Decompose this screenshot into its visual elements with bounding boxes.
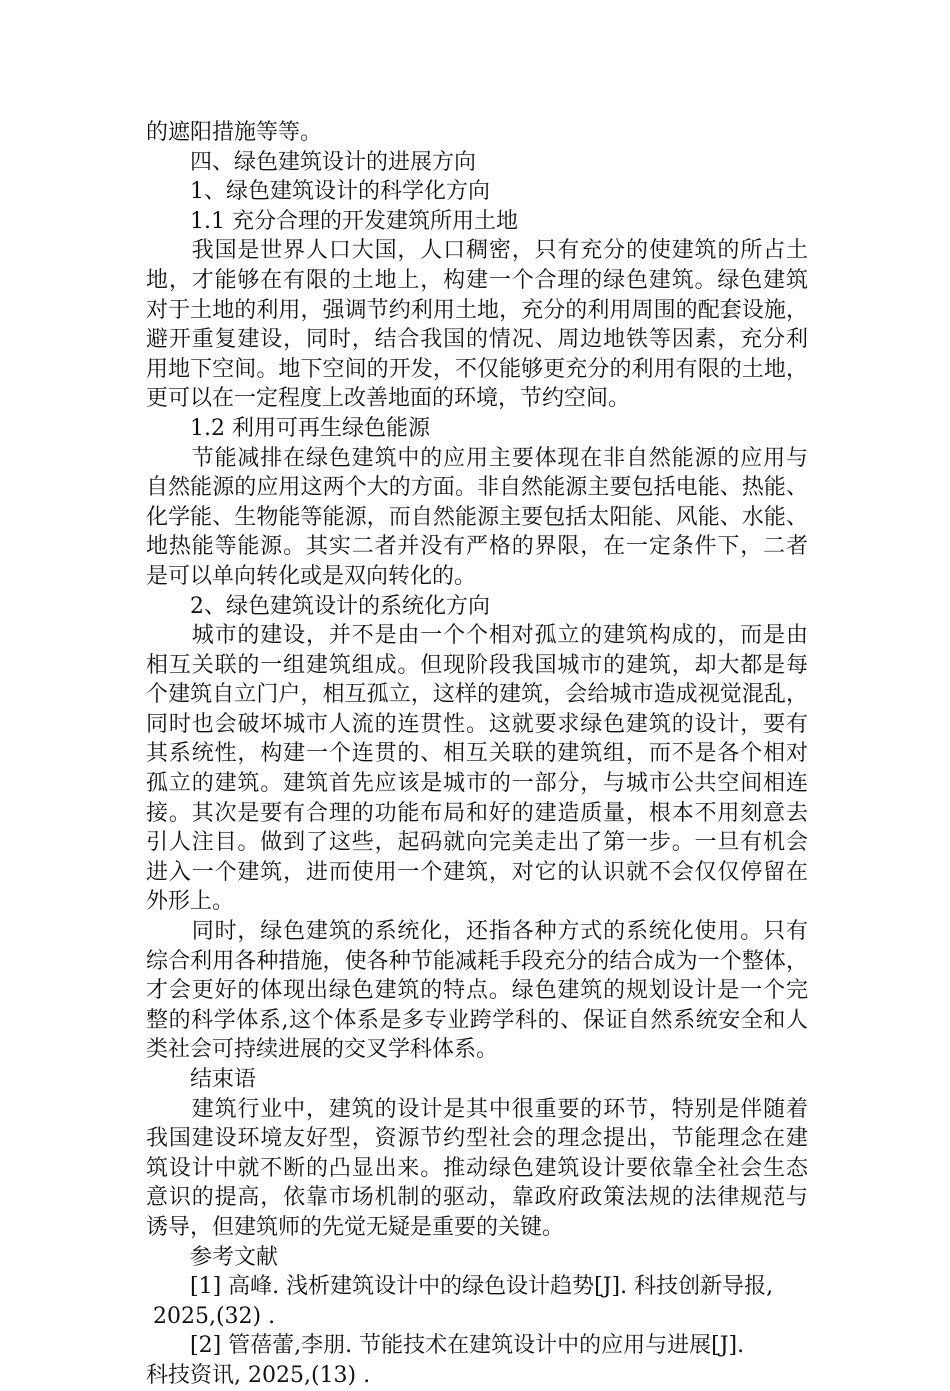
text-line: 诱导，但建筑师的先觉无疑是重要的关键。	[146, 1214, 565, 1240]
text-line: 更可以在一定程度上改善地面的环境，节约空间。	[146, 386, 631, 412]
text-line: 我国建设环境友好型，资源节约型社会的理念提出，节能理念在建	[146, 1126, 808, 1152]
text-line: 筑设计中就不断的凸显出来。推动绿色建筑设计要依靠全社会生态	[146, 1155, 808, 1181]
text-line: 同时也会破坏城市人流的连贯性。这就要求绿色建筑的设计，要有	[146, 711, 808, 737]
text-line: 综合利用各种措施，使各种节能减耗手段充分的结合成为一个整体，	[146, 948, 808, 974]
text-line: 地，才能够在有限的土地上，构建一个合理的绿色建筑。绿色建筑	[146, 267, 808, 293]
text-line: 个建筑自立门户，相互孤立，这样的建筑，会给城市造成视觉混乱，	[146, 682, 808, 708]
text-line: 科技资讯, 2025,(13) .	[146, 1362, 371, 1388]
text-line: 四、绿色建筑设计的进展方向	[146, 149, 477, 175]
text-line: 节能减排在绿色建筑中的应用主要体现在非自然能源的应用与	[146, 445, 808, 471]
text-line: 整的科学体系,这个体系是多专业跨学科的、保证自然系统安全和人	[146, 1007, 808, 1033]
text-line: 1、绿色建筑设计的科学化方向	[146, 179, 490, 205]
text-line: 自然能源的应用这两个大的方面。非自然能源主要包括电能、热能、	[146, 475, 808, 501]
text-line: 类社会可持续进展的交叉学科体系。	[146, 1037, 499, 1063]
text-line: 对于土地的利用，强调节约利用土地，充分的利用周围的配套设施，	[146, 297, 808, 323]
text-line: 建筑行业中，建筑的设计是其中很重要的环节，特别是伴随着	[146, 1096, 808, 1122]
text-line: 才会更好的体现出绿色建筑的特点。绿色建筑的规划设计是一个完	[146, 978, 808, 1004]
text-line: 是可以单向转化或是双向转化的。	[146, 563, 477, 589]
text-line: 2025,(32) .	[146, 1303, 276, 1329]
text-line: 地热能等能源。其实二者并没有严格的界限，在一定条件下，二者	[146, 534, 808, 560]
text-line: 的遮阳措施等等。	[146, 120, 323, 145]
text-line: 相互关联的一组建筑组成。但现阶段我国城市的建筑，却大都是每	[146, 652, 808, 678]
text-line: 结束语	[146, 1067, 257, 1092]
text-line: 参考文献	[146, 1244, 279, 1270]
text-line: [2] 管蓓蕾,李朋. 节能技术在建筑设计中的应用与进展[J].	[146, 1333, 745, 1359]
text-line: 其系统性，构建一个连贯的、相互关联的建筑组，而不是各个相对	[146, 741, 808, 767]
text-line: [1] 高峰. 浅析建筑设计中的绿色设计趋势[J]. 科技创新导报,	[146, 1274, 774, 1300]
text-line: 1.2 利用可再生绿色能源	[146, 415, 430, 441]
text-line: 孤立的建筑。建筑首先应该是城市的一部分，与城市公共空间相连	[146, 771, 808, 797]
text-line: 用地下空间。地下空间的开发，不仅能够更充分的利用有限的土地，	[146, 356, 808, 382]
document-page	[146, 118, 808, 1391]
text-line: 外形上。	[146, 889, 235, 915]
text-line: 1.1 充分合理的开发建筑所用土地	[146, 208, 518, 234]
text-line: 引人注目。做到了这些，起码就向完美走出了第一步。一旦有机会	[146, 830, 808, 856]
text-line: 接。其次是要有合理的功能布局和好的建造质量，根本不用刻意去	[146, 800, 808, 826]
text-line: 化学能、生物能等能源，而自然能源主要包括太阳能、风能、水能、	[146, 504, 808, 530]
text-line: 2、绿色建筑设计的系统化方向	[146, 593, 490, 619]
text-line: 避开重复建设，同时，结合我国的情况、周边地铁等因素，充分利	[146, 327, 808, 353]
text-line: 意识的提高，依靠市场机制的驱动，靠政府政策法规的法律规范与	[146, 1185, 808, 1211]
text-line: 城市的建设，并不是由一个个相对孤立的建筑构成的，而是由	[146, 623, 808, 649]
text-line: 进入一个建筑，进而使用一个建筑，对它的认识就不会仅仅停留在	[146, 859, 808, 885]
text-line: 同时，绿色建筑的系统化，还指各种方式的系统化使用。只有	[146, 919, 808, 945]
text-line: 我国是世界人口大国，人口稠密，只有充分的使建筑的所占土	[146, 238, 808, 264]
